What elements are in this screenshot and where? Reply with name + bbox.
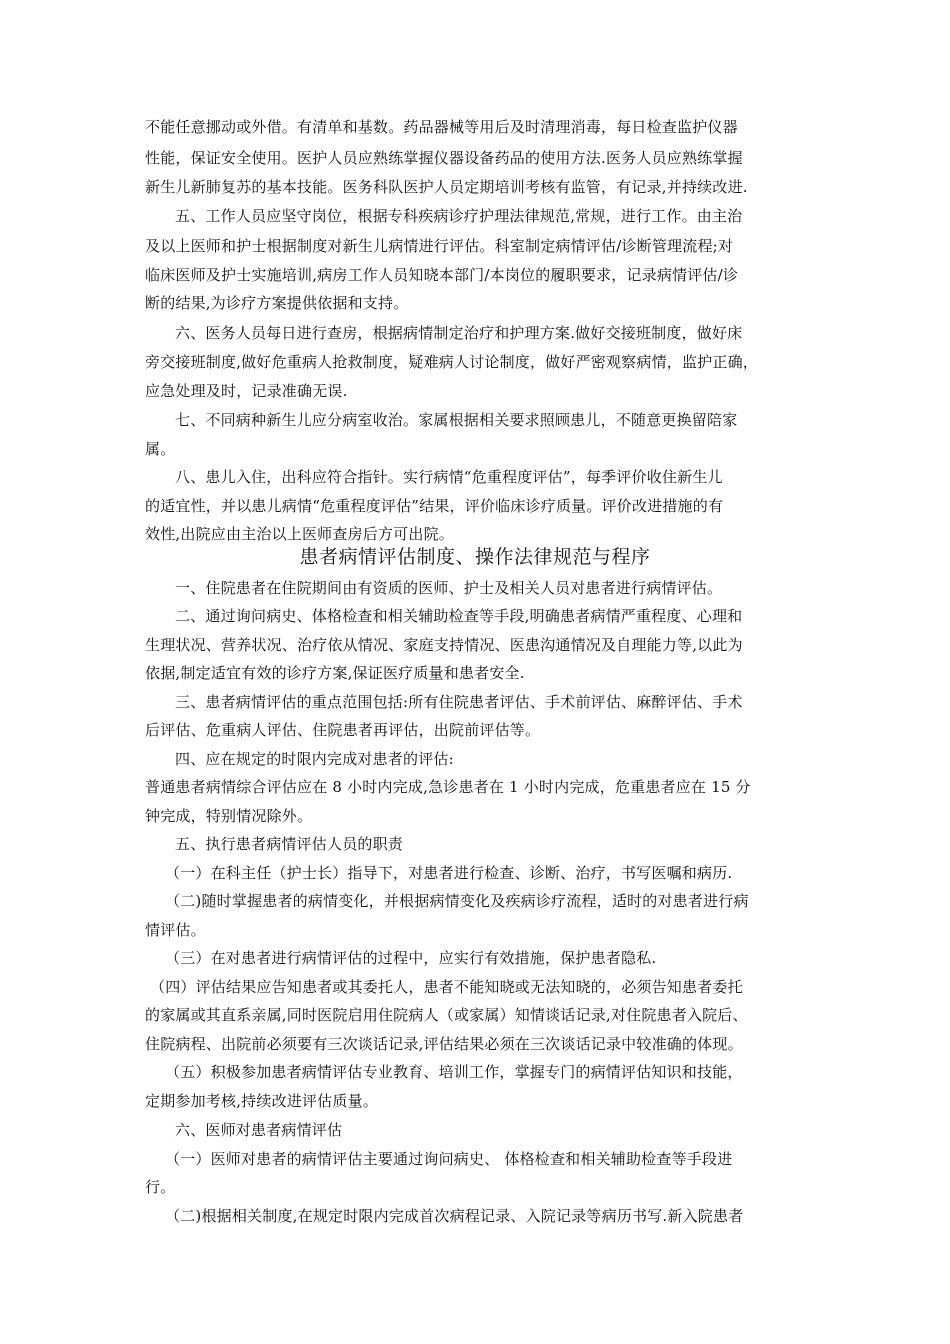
paragraph-line: （一）医师对患者的病情评估主要通过询问病史、 体格检查和相关辅助检查等手段进	[165, 1150, 733, 1168]
paragraph-line: 一、住院患者在住院期间由有资质的医师、护士及相关人员对患者进行病情评估。	[175, 579, 723, 597]
paragraph-line: 临床医师及护士实施培训,病房工作人员知晓本部门/本岗位的履职要求，记录病情评估/诊	[145, 266, 739, 284]
paragraph-line: 六、医师对患者病情评估	[175, 1121, 343, 1139]
paragraph-line: 七、不同病种新生儿应分病室收治。家属根据相关要求照顾患儿，不随意更换留陪家	[175, 411, 738, 429]
paragraph-line: 五、工作人员应坚守岗位，根据专科疾病诊疗护理法律规范,常规，进行工作。由主治	[175, 207, 743, 225]
paragraph-line: 旁交接班制度,做好危重病人抢救制度，疑难病人讨论制度，做好严密观察病情，监护正确，	[145, 353, 758, 371]
paragraph-line: 依据,制定适宜有效的诊疗方案,保证医疗质量和患者安全.	[145, 664, 525, 682]
paragraph-line: 住院病程、出院前必须要有三次谈话记录,评估结果必须在三次谈话记录中较准确的体现。	[145, 1035, 743, 1053]
paragraph-line: 行。	[145, 1178, 176, 1196]
paragraph-line: 二、通过询问病史、体格检查和相关辅助检查等手段,明确患者病情严重程度、心理和	[175, 607, 743, 625]
paragraph-line: 效性,出院应由主治以上医师查房后方可出院。	[145, 525, 454, 543]
paragraph-line: （四）评估结果应告知患者或其委托人，患者不能知晓或无法知晓的，必须告知患者委托	[150, 978, 743, 996]
paragraph-line: 的家属或其直系亲属,同时医院启用住院病人（或家属）知情谈话记录,对住院患者入院后、	[145, 1006, 748, 1024]
paragraph-line: 三、患者病情评估的重点范围包括:所有住院患者评估、手术前评估、麻醉评估、手术	[175, 693, 743, 711]
paragraph-line: 四、应在规定的时限内完成对患者的评估:	[175, 750, 454, 768]
paragraph-line: 六、医务人员每日进行查房，根据病情制定治疗和护理方案.做好交接班制度，做好床	[175, 324, 743, 342]
paragraph-line: （二)根据相关制度,在规定时限内完成首次病程记录、入院记录等病历书写.新入院患者	[165, 1207, 744, 1225]
paragraph-line: 属。	[145, 440, 176, 458]
paragraph-line: 不能任意挪动或外借。有清单和基数。药品器械等用后及时清理消毒，每日检查监护仪器	[145, 118, 738, 136]
paragraph-line: 钟完成，特别情况除外。	[145, 807, 313, 825]
paragraph-line: 情评估。	[145, 921, 206, 939]
paragraph-line: （一）在科主任（护士长）指导下，对患者进行检查、诊断、治疗，书写医嘱和病历.	[165, 864, 733, 882]
paragraph-line: 新生儿新肺复苏的基本技能。医务科队医护人员定期培训考核有监管，有记录,并持续改进.	[145, 178, 748, 196]
section-title: 患者病情评估制度、操作法律规范与程序	[299, 546, 651, 568]
paragraph-line: 五、执行患者病情评估人员的职责	[175, 835, 404, 853]
paragraph-line: 的适宜性，并以患儿病情“危重程度评估”结果，评价临床诊疗质量。评价改进措施的有	[145, 497, 724, 515]
paragraph-line: 及以上医师和护士根据制度对新生儿病情进行评估。科室制定病情评估/诊断管理流程;对	[145, 237, 734, 255]
paragraph-line: （二)随时掌握患者的病情变化，并根据病情变化及疾病诊疗流程，适时的对患者进行病	[165, 892, 749, 910]
paragraph-line: 后评估、危重病人评估、住院患者再评估，出院前评估等。	[145, 721, 541, 739]
paragraph-line: 性能，保证安全使用。医护人员应熟练掌握仪器设备药品的使用方法.医务人员应熟练掌握	[145, 149, 743, 167]
paragraph-line: 断的结果,为诊疗方案提供依据和支持。	[145, 294, 409, 312]
paragraph-line: 定期参加考核,持续改进评估质量。	[145, 1092, 378, 1110]
paragraph-line: （三）在对患者进行病情评估的过程中，应实行有效措施，保护患者隐私.	[165, 949, 657, 967]
paragraph-line: 应急处理及时，记录准确无误.	[145, 382, 348, 400]
paragraph-line: 八、患儿入住，出科应符合指针。实行病情“危重程度评估”，每季评价收住新生儿	[175, 468, 723, 486]
paragraph-line: （五）积极参加患者病情评估专业教育、培训工作，掌握专门的病情评估知识和技能，	[165, 1063, 743, 1081]
paragraph-line: 普通患者病情综合评估应在 8 小时内完成,急诊患者在 1 小时内完成，危重患者应在 15 分	[145, 778, 751, 796]
paragraph-line: 生理状况、营养状况、治疗依从情况、家庭支持情况、医患沟通情况及自理能力等,以此为	[145, 636, 743, 654]
